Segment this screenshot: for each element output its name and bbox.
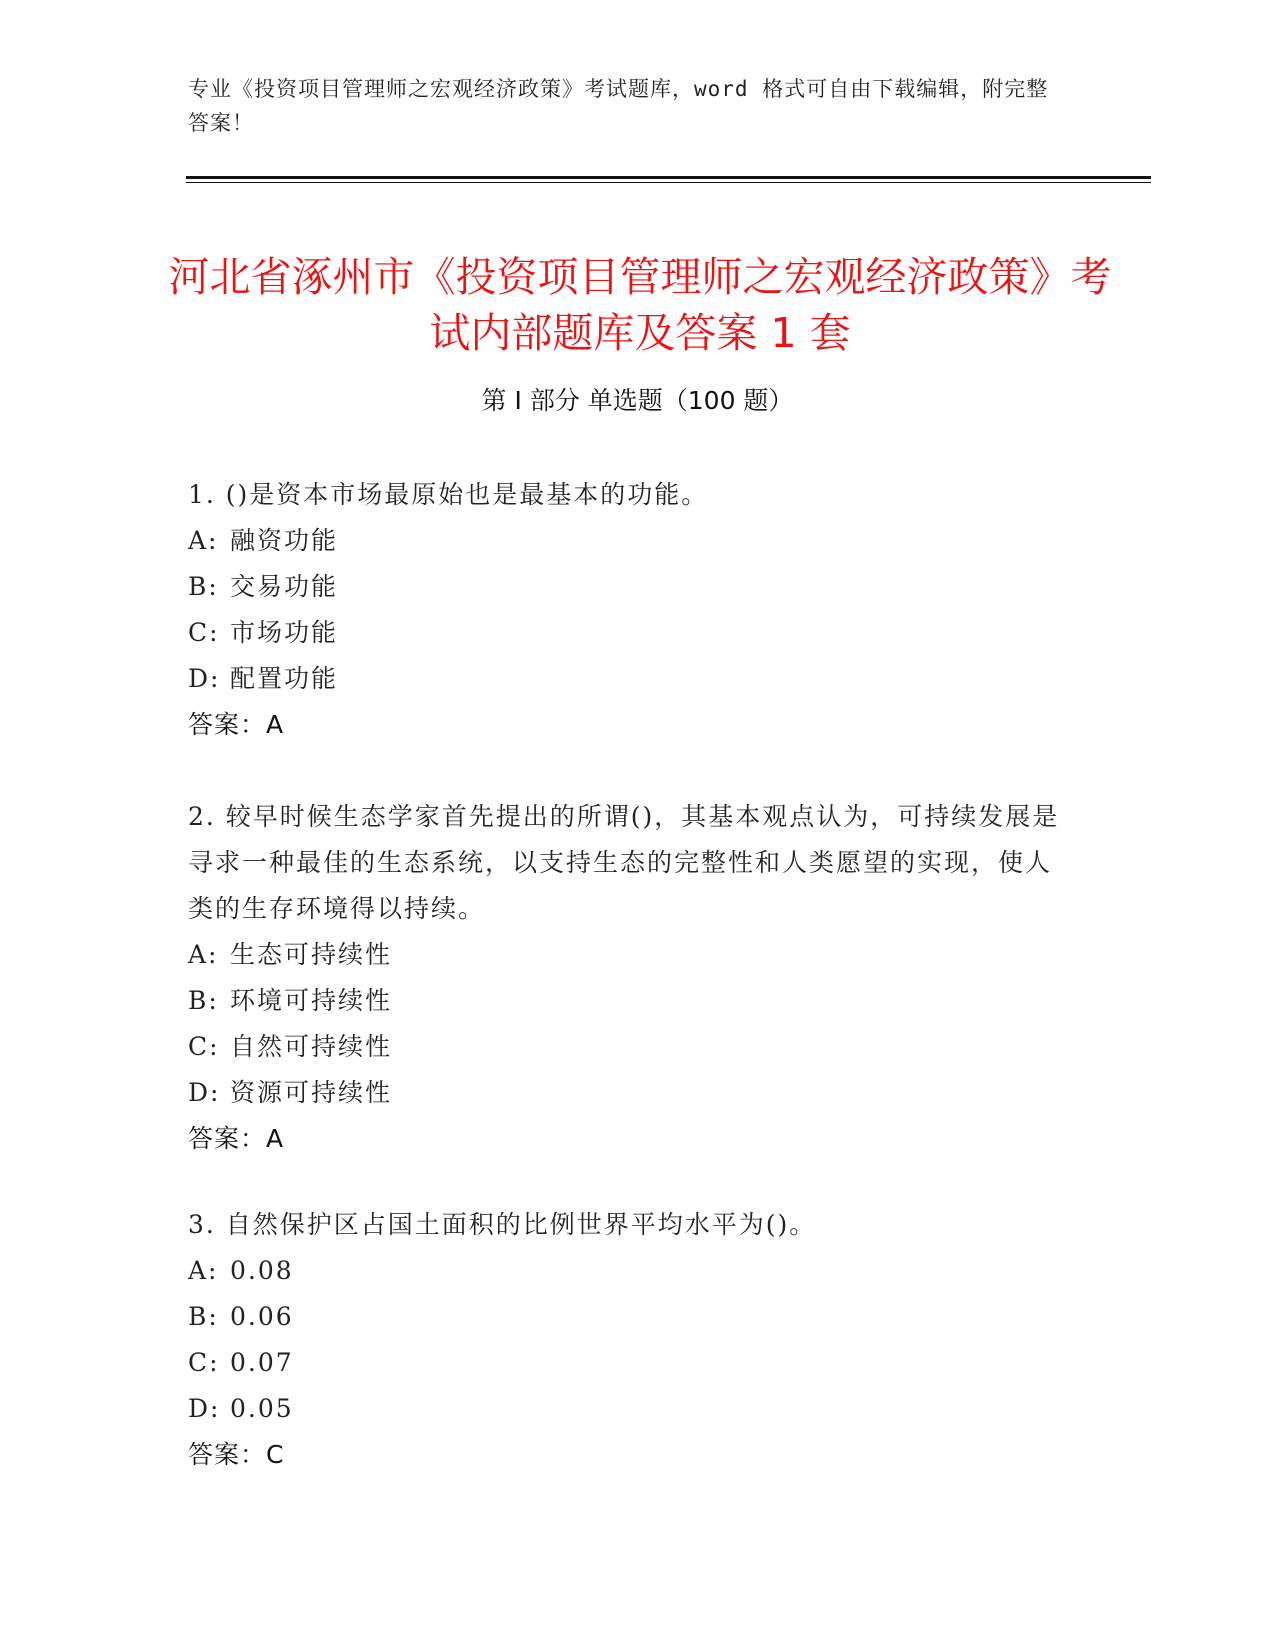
- option-text: 市场功能: [230, 618, 339, 647]
- header-rule-thick: [186, 176, 1151, 179]
- option-key: C:: [188, 618, 220, 647]
- option-text: 融资功能: [230, 526, 339, 555]
- option-key: C:: [188, 1348, 220, 1377]
- option-text: 资源可持续性: [230, 1078, 393, 1107]
- section-heading: 第 I 部分 单选题（100 题）: [481, 386, 794, 415]
- option-b: [188, 564, 1068, 610]
- answer: 答案：A: [188, 710, 285, 739]
- option-d: [188, 1386, 1068, 1432]
- option-key: D:: [188, 1394, 221, 1423]
- header-note: 专业《投资项目管理师之宏观经济政策》考试题库，word 格式可自由下载编辑，附完整答案！: [188, 77, 1049, 135]
- question-1: [188, 472, 1068, 748]
- question-3: [188, 1202, 1068, 1478]
- option-text: 0.07: [230, 1348, 294, 1377]
- option-text: 环境可持续性: [230, 986, 393, 1015]
- option-text: 0.05: [230, 1394, 294, 1423]
- question-2: [188, 794, 1068, 1162]
- option-c: [188, 1024, 1068, 1070]
- option-key: D:: [188, 664, 221, 693]
- option-key: A:: [188, 1256, 219, 1285]
- option-key: B:: [188, 1302, 219, 1331]
- option-key: B:: [188, 986, 219, 1015]
- document-title: 河北省涿州市《投资项目管理师之宏观经济政策》考试内部题库及答案 1 套: [168, 253, 1112, 358]
- option-c: [188, 1340, 1068, 1386]
- option-text: 交易功能: [230, 572, 339, 601]
- option-b: [188, 1294, 1068, 1340]
- option-text: 0.08: [230, 1256, 294, 1285]
- option-text: 自然可持续性: [230, 1032, 393, 1061]
- option-d: [188, 1070, 1068, 1116]
- answer: 答案：A: [188, 1124, 285, 1153]
- option-b: [188, 978, 1068, 1024]
- question-stem: 1. ()是资本市场最原始也是最基本的功能。: [188, 480, 709, 509]
- option-key: A:: [188, 526, 219, 555]
- header-rule-thin: [186, 182, 1151, 183]
- option-text: 配置功能: [230, 664, 339, 693]
- question-stem: 2. 较早时候生态学家首先提出的所谓()，其基本观点认为，可持续发展是寻求一种最佳的生态系统，以支持生态的完整性和人类愿望的实现，使人类的生存环境得以持续。: [188, 802, 1060, 923]
- option-key: B:: [188, 572, 219, 601]
- option-a: [188, 518, 1068, 564]
- answer: 答案：C: [188, 1440, 285, 1469]
- option-a: [188, 1248, 1068, 1294]
- option-key: A:: [188, 940, 219, 969]
- option-text: 0.06: [230, 1302, 294, 1331]
- option-c: [188, 610, 1068, 656]
- option-key: C:: [188, 1032, 220, 1061]
- option-text: 生态可持续性: [230, 940, 393, 969]
- option-a: [188, 932, 1068, 978]
- question-stem: 3. 自然保护区占国土面积的比例世界平均水平为()。: [188, 1210, 817, 1239]
- option-key: D:: [188, 1078, 221, 1107]
- option-d: [188, 656, 1068, 702]
